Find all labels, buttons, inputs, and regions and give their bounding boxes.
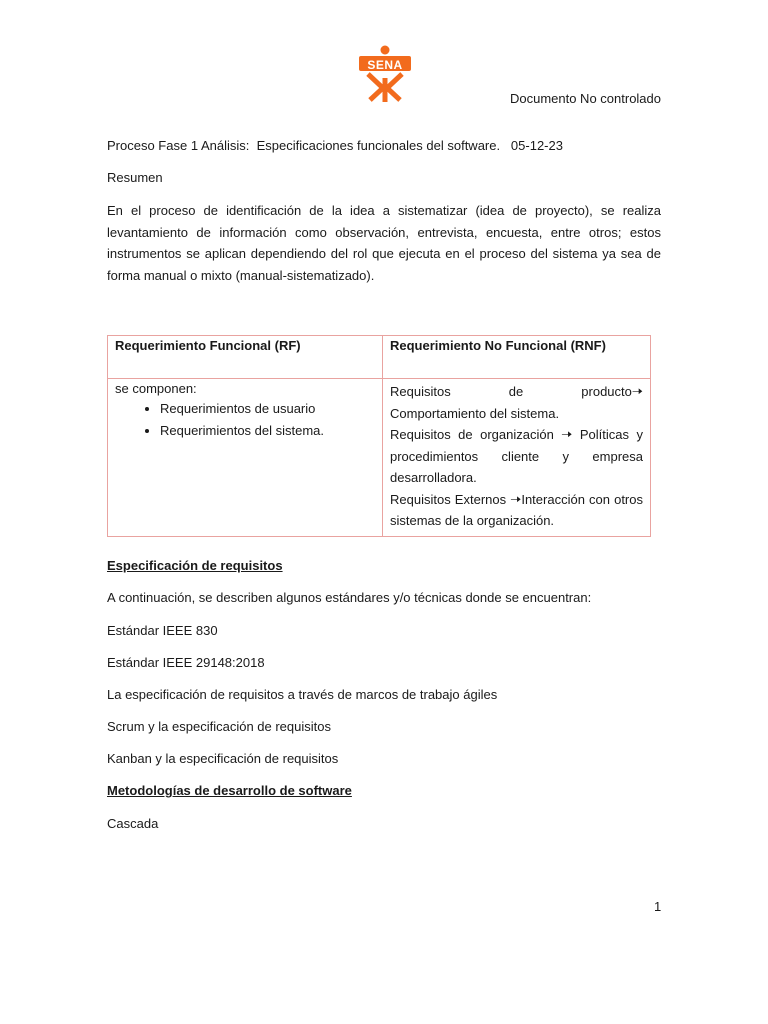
rnf-item-externos bbox=[390, 489, 643, 532]
rnf-item-producto-detail: Comportamiento del sistema. bbox=[390, 405, 560, 421]
table-row bbox=[108, 379, 651, 537]
rnf-item-before: Requisitos de organización bbox=[390, 427, 562, 442]
rnf-item-after: Políticas y procedimientos cliente y empresa desarrolladora. bbox=[390, 427, 643, 485]
spec-intro: A continuación, se describen algunos estándares y/o técnicas donde se encuentran: bbox=[107, 590, 592, 605]
rnf-item-before: Requisitos de producto bbox=[390, 384, 632, 399]
rf-intro: se componen: bbox=[115, 381, 197, 396]
spec-heading: Especificación de requisitos bbox=[107, 558, 283, 573]
rnf-item-after: Interacción con otros sistemas de la organización. bbox=[390, 491, 643, 528]
rnf-item-producto bbox=[390, 381, 643, 403]
method-item-cascada: Cascada bbox=[107, 816, 159, 831]
rnf-item-before: Requisitos Externos bbox=[390, 491, 511, 507]
spec-item-kanban: Kanban y la especificación de requisitos bbox=[107, 751, 339, 766]
arrow-right-icon: 🠢 bbox=[561, 427, 573, 442]
resumen-heading: Resumen bbox=[107, 170, 163, 185]
arrow-right-icon: 🠢 bbox=[631, 384, 643, 399]
rf-list bbox=[115, 398, 375, 442]
document-status: Documento No controlado bbox=[509, 91, 661, 106]
sena-logo-text: SENA bbox=[367, 58, 403, 72]
spec-item-ieee830: Estándar IEEE 830 bbox=[107, 623, 218, 638]
spec-item-ieee29148: Estándar IEEE 29148:2018 bbox=[107, 655, 265, 670]
method-heading: Metodologías de desarrollo de software bbox=[107, 783, 352, 798]
arrow-right-icon: 🠢 bbox=[510, 491, 522, 507]
rf-item-sistema: • Requerimientos del sistema. bbox=[160, 420, 375, 442]
header-rnf: Requerimiento No Funcional (RNF) bbox=[383, 336, 651, 379]
page-number: 1 bbox=[654, 899, 662, 914]
process-line: Proceso Fase 1 Análisis: Especificaciones funcionales del software. 05-12-23 bbox=[107, 138, 563, 153]
spec-item-agiles: La especificación de requisitos a través de marcos de trabajo ágiles bbox=[107, 687, 498, 702]
rnf-cell bbox=[383, 379, 651, 537]
requirements-table bbox=[107, 335, 651, 537]
spec-item-scrum: Scrum y la especificación de requisitos bbox=[107, 719, 331, 734]
sena-logo-icon bbox=[356, 44, 414, 104]
table-header-row bbox=[108, 336, 651, 379]
rf-cell bbox=[108, 379, 383, 537]
header-rf: Requerimiento Funcional (RF) bbox=[108, 336, 383, 379]
sena-logo bbox=[356, 44, 414, 104]
rnf-item-organizacion bbox=[390, 424, 643, 489]
intro-paragraph: En el proceso de identificación de la idea a sistematizar (idea de proyecto), se realiza levantamiento de información como observación, entrevista, encuesta, entre otros; estos instrumentos se aplican dependiendo del rol que ejecuta en el proceso del sistema ya sea de forma manual o mixto (manual-sistematizado). bbox=[107, 203, 661, 283]
rf-item-usuario: • Requerimientos de usuario bbox=[160, 398, 375, 420]
